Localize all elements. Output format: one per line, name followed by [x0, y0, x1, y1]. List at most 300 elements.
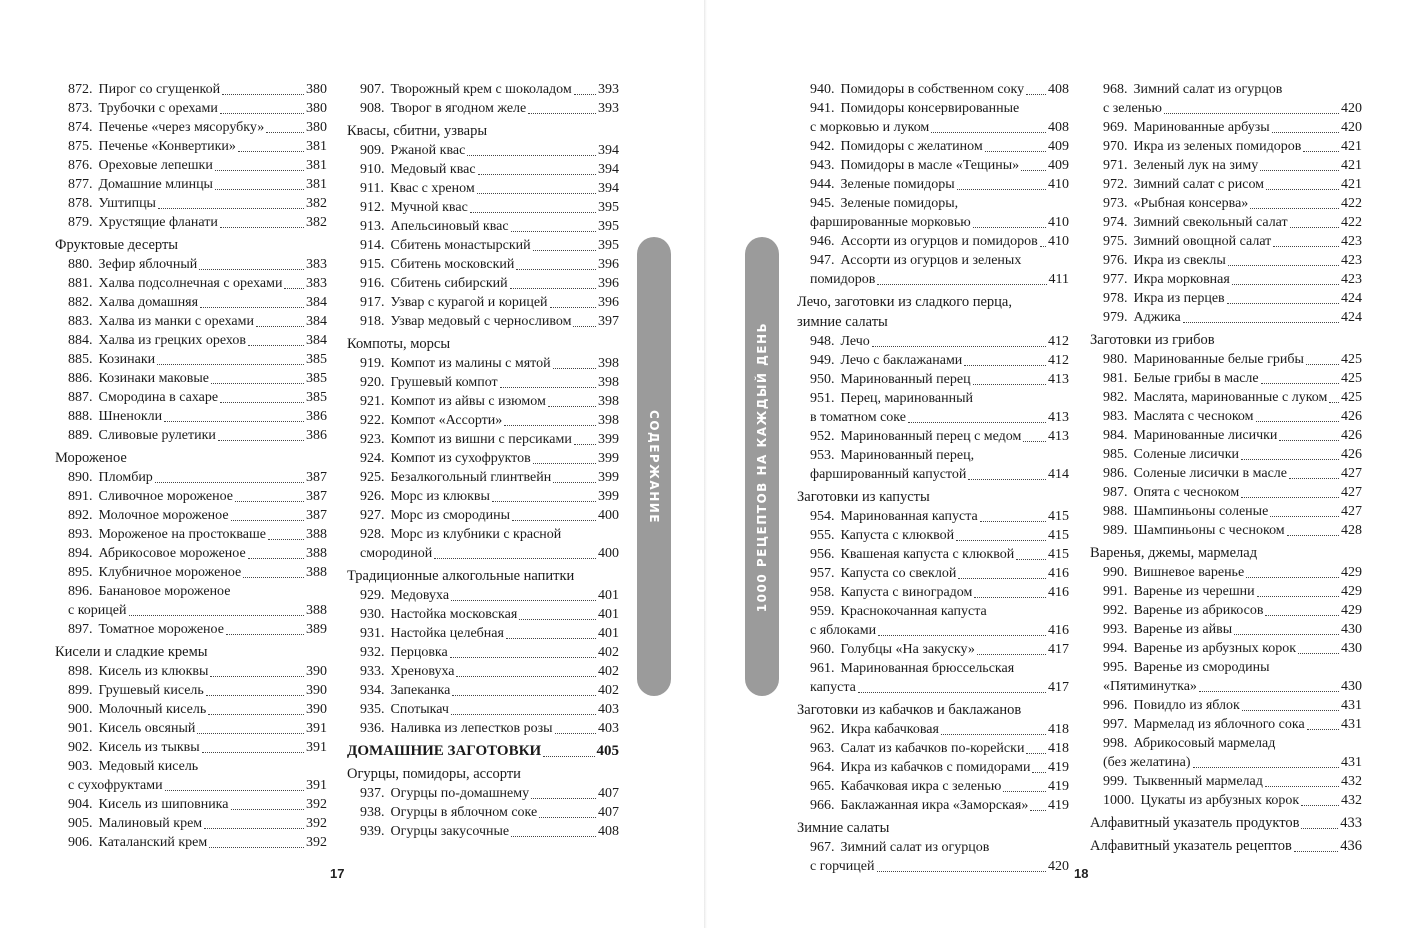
toc-entry-line-1 [810, 99, 1069, 118]
section-heading-text: Варенья, джемы, мармелад [1090, 545, 1258, 561]
entry-number: 914. [360, 238, 385, 253]
dot-leader [238, 151, 304, 152]
entry-page: 399 [598, 470, 619, 485]
entry-page: 436 [1340, 838, 1362, 854]
entry-number: 992. [1103, 603, 1128, 618]
toc-entry [55, 525, 327, 544]
entry-number: 955. [810, 528, 835, 543]
toc-entry-line-1 [810, 251, 1069, 270]
entry-number: 893. [68, 527, 93, 542]
entry-page: 381 [306, 177, 327, 192]
entry-title: Икра кабачковая [840, 722, 939, 737]
entry-number: 913. [360, 219, 385, 234]
toc-entry [55, 487, 327, 506]
dot-leader [434, 558, 596, 559]
entry-title: Молочный кисель [98, 702, 207, 717]
dot-leader [931, 132, 1046, 133]
toc-entry [347, 141, 619, 160]
entry-title: Козинаки маковые [98, 371, 209, 386]
entry-number: 888. [68, 409, 93, 424]
entry-page: 394 [598, 181, 619, 196]
toc-entry [347, 312, 619, 331]
entry-title: Соленые лисички [1133, 447, 1239, 462]
dot-leader [512, 520, 596, 521]
section-heading [347, 566, 619, 586]
dot-leader [211, 383, 304, 384]
entry-page: 431 [1341, 755, 1362, 770]
entry-page: 382 [306, 215, 327, 230]
toc-entry [347, 586, 619, 605]
entry-number: 909. [360, 143, 385, 158]
toc-entry [347, 80, 619, 99]
entry-page: 420 [1341, 120, 1362, 135]
toc-entry-line-2 [68, 601, 327, 620]
toc-entry [55, 331, 327, 350]
toc-entry-line-2 [68, 776, 327, 795]
toc-entry [55, 194, 327, 213]
dot-leader [208, 714, 304, 715]
entry-page: 399 [598, 451, 619, 466]
entry-page: 430 [1341, 641, 1362, 656]
entry-title-cont: помидоров [810, 272, 876, 287]
toc-entry [797, 351, 1069, 370]
entry-page: 410 [1048, 215, 1069, 230]
entry-title: Алфавитный указатель рецептов [1090, 838, 1292, 854]
entry-page: 408 [598, 824, 619, 839]
entry-page: 426 [1341, 428, 1362, 443]
toc-entry [1090, 137, 1362, 156]
toc-entry [1090, 156, 1362, 175]
entry-page: 386 [306, 409, 327, 424]
entry-title: Пирог со сгущенкой [98, 82, 221, 97]
toc-entry [797, 564, 1069, 583]
entry-title: Капуста с виноградом [840, 585, 973, 600]
toc-entry [55, 582, 327, 620]
entry-page: 427 [1341, 504, 1362, 519]
entry-page: 398 [598, 375, 619, 390]
entry-title: Морс из клубники с красной [390, 527, 562, 542]
toc-entry-line-1 [810, 446, 1069, 465]
toc-entry [797, 332, 1069, 351]
entry-title: Маслята с чесноком [1133, 409, 1254, 424]
entry-number: 905. [68, 816, 93, 831]
entry-number: 991. [1103, 584, 1128, 599]
entry-number: 962. [810, 722, 835, 737]
toc-entry [347, 605, 619, 624]
entry-page: 400 [598, 508, 619, 523]
entry-title: Апельсиновый квас [390, 219, 509, 234]
entry-number: 927. [360, 508, 385, 523]
entry-title: Помидоры с желатином [840, 139, 983, 154]
entry-number: 998. [1103, 736, 1128, 751]
entry-number: 967. [810, 840, 835, 855]
toc-entry [797, 194, 1069, 232]
entry-page: 392 [306, 816, 327, 831]
dot-leader [550, 307, 596, 308]
toc-entry [1090, 563, 1362, 582]
entry-page: 390 [306, 702, 327, 717]
entry-title: Повидло из яблок [1133, 698, 1240, 713]
dot-leader [511, 231, 596, 232]
toc-entry [55, 700, 327, 719]
dot-leader [1026, 94, 1046, 95]
entry-number: 965. [810, 779, 835, 794]
entry-title-cont: с корицей [68, 603, 127, 618]
entry-page: 382 [306, 196, 327, 211]
toc-entry [797, 545, 1069, 564]
dot-leader [1227, 303, 1339, 304]
entry-page: 401 [598, 626, 619, 641]
entry-number: 936. [360, 721, 385, 736]
entry-title: ДОМАШНИЕ ЗАГОТОВКИ [347, 743, 542, 759]
entry-title: Лечо [840, 334, 870, 349]
toc-entry [1090, 308, 1362, 327]
toc-entry [797, 446, 1069, 484]
dot-leader [506, 638, 596, 639]
entry-number: 877. [68, 177, 93, 192]
toc-entry [1090, 232, 1362, 251]
entry-page: 430 [1341, 679, 1362, 694]
dot-leader [957, 189, 1046, 190]
dot-leader [964, 365, 1046, 366]
toc-entry-line-2 [1103, 677, 1362, 696]
entry-page: 384 [306, 295, 327, 310]
entry-title: Спотыкач [390, 702, 449, 717]
dot-leader [477, 193, 596, 194]
dot-leader [977, 654, 1046, 655]
dot-leader [199, 269, 304, 270]
entry-number: 878. [68, 196, 93, 211]
dot-leader [1250, 208, 1339, 209]
entry-page: 431 [1341, 717, 1362, 732]
dot-leader [450, 657, 596, 658]
toc-entry-line-1 [810, 659, 1069, 678]
entry-title: Халва из грецких орехов [98, 333, 246, 348]
toc-entry [55, 137, 327, 156]
entry-title: Узвар медовый с черносливом [390, 314, 572, 329]
dot-leader [266, 132, 304, 133]
entry-title: Компот из вишни с персиками [390, 432, 572, 447]
entry-title: Капуста со свеклой [840, 566, 957, 581]
entry-title: Абрикосовое мороженое [98, 546, 246, 561]
entry-number: 923. [360, 432, 385, 447]
toc-entry [347, 700, 619, 719]
entry-number: 915. [360, 257, 385, 272]
toc-entry [347, 662, 619, 681]
entry-title: Творожный крем с шоколадом [390, 82, 572, 97]
toc-entry [1090, 658, 1362, 696]
entry-title: Томатное мороженое [98, 622, 224, 637]
entry-number: 908. [360, 101, 385, 116]
toc-entry [1090, 445, 1362, 464]
dot-leader [492, 501, 596, 502]
toc-entry [55, 506, 327, 525]
entry-title: Домашние млинцы [98, 177, 213, 192]
entry-title: Пломбир [98, 470, 153, 485]
entry-number: 966. [810, 798, 835, 813]
entry-number: 920. [360, 375, 385, 390]
entry-page: 391 [306, 778, 327, 793]
entry-title: Шненокли [98, 409, 163, 424]
toc-entry [55, 312, 327, 331]
entry-number: 926. [360, 489, 385, 504]
entry-number: 879. [68, 215, 93, 230]
dot-leader [980, 521, 1046, 522]
entry-number: 902. [68, 740, 93, 755]
toc-entry [347, 411, 619, 430]
toc-entry [55, 833, 327, 852]
entry-page: 398 [598, 356, 619, 371]
entry-title: Варенье из айвы [1133, 622, 1233, 637]
entry-number: 943. [810, 158, 835, 173]
entry-page: 412 [1048, 334, 1069, 349]
entry-number: 885. [68, 352, 93, 367]
toc-entry [55, 369, 327, 388]
entry-number: 889. [68, 428, 93, 443]
entry-title: Соленые лисички в масле [1133, 466, 1287, 481]
entry-number: 890. [68, 470, 93, 485]
entry-title: Халва подсолнечная с орехами [98, 276, 283, 291]
entry-page: 413 [1048, 372, 1069, 387]
entry-page: 415 [1048, 509, 1069, 524]
toc-entry [1090, 407, 1362, 426]
entry-number: 932. [360, 645, 385, 660]
dot-leader [226, 634, 304, 635]
dot-leader [200, 307, 304, 308]
toc-entry [347, 803, 619, 822]
entry-page: 396 [598, 257, 619, 272]
dot-leader [1307, 729, 1339, 730]
entry-number: 931. [360, 626, 385, 641]
entry-title: Варенье из черешни [1133, 584, 1255, 599]
entry-title: Квашеная капуста с клюквой [840, 547, 1015, 562]
dot-leader [256, 326, 304, 327]
entry-number: 954. [810, 509, 835, 524]
entry-number: 973. [1103, 196, 1128, 211]
dot-leader [1306, 364, 1339, 365]
entry-page: 428 [1341, 523, 1362, 538]
dot-leader [985, 151, 1046, 152]
dot-leader [1287, 535, 1339, 536]
entry-title: «Рыбная консерва» [1133, 196, 1249, 211]
entry-title: Зеленый лук на зиму [1133, 158, 1259, 173]
dot-leader [1242, 710, 1339, 711]
section-heading [797, 700, 1069, 720]
entry-title-cont: фаршированные морковью [810, 215, 971, 230]
entry-page: 399 [598, 432, 619, 447]
entry-title: Морс из смородины [390, 508, 511, 523]
entry-title: Кабачковая икра с зеленью [840, 779, 1002, 794]
entry-page: 416 [1048, 566, 1069, 581]
entry-title: Сливовые рулетики [98, 428, 216, 443]
section-heading-text: Огурцы, помидоры, ассорти [347, 766, 521, 782]
dot-leader [1272, 132, 1339, 133]
dot-leader [858, 692, 1046, 693]
entry-page: 430 [1341, 622, 1362, 637]
entry-page: 388 [306, 565, 327, 580]
toc-entry [347, 784, 619, 803]
entry-page: 418 [1048, 741, 1069, 756]
toc-entry-line-1 [1103, 658, 1362, 677]
section-tab-label: СОДЕРЖАНИЕ [647, 409, 661, 524]
toc-entry [1090, 289, 1362, 308]
toc-entry [1090, 772, 1362, 791]
entry-title: Лечо с баклажанами [840, 353, 963, 368]
section-heading [347, 121, 619, 141]
entry-title: Голубцы «На закуску» [840, 642, 975, 657]
entry-number: 978. [1103, 291, 1128, 306]
entry-page: 426 [1341, 447, 1362, 462]
entry-number: 984. [1103, 428, 1128, 443]
entry-number: 999. [1103, 774, 1128, 789]
entry-title: Зимний свекольный салат [1133, 215, 1288, 230]
entry-page: 421 [1341, 177, 1362, 192]
entry-page: 417 [1048, 642, 1069, 657]
entry-page: 380 [306, 82, 327, 97]
dot-leader [456, 676, 596, 677]
dot-leader [574, 94, 596, 95]
entry-title: Трубочки с орехами [98, 101, 218, 116]
entry-number: 983. [1103, 409, 1128, 424]
entry-number: 917. [360, 295, 385, 310]
entry-title: Маринованная брюссельская [840, 661, 1015, 676]
entry-title: Варенье из арбузных корок [1133, 641, 1297, 656]
toc-entry [1090, 388, 1362, 407]
section-heading-text: Традиционные алкогольные напитки [347, 568, 575, 584]
entry-title: Икра из кабачков с помидорами [840, 760, 1031, 775]
toc-entry-line-2 [1103, 99, 1362, 118]
toc-column-1 [55, 80, 327, 852]
entry-number: 881. [68, 276, 93, 291]
toc-entry [55, 255, 327, 274]
entry-page: 403 [598, 721, 619, 736]
dot-leader [531, 798, 596, 799]
entry-page: 408 [1048, 82, 1069, 97]
entry-title: Зимний салат из огурцов [840, 840, 990, 855]
entry-title: Наливка из лепестков розы [390, 721, 553, 736]
toc-entry [347, 217, 619, 236]
dot-leader [1193, 767, 1339, 768]
entry-number: 899. [68, 683, 93, 698]
entry-title: Опята с чесноком [1133, 485, 1240, 500]
entry-page: 418 [1048, 722, 1069, 737]
toc-entry [55, 426, 327, 445]
entry-page: 416 [1048, 623, 1069, 638]
section-heading-text: Компоты, морсы [347, 336, 451, 352]
dot-leader [872, 346, 1046, 347]
toc-entry [1090, 80, 1362, 118]
entry-number: 892. [68, 508, 93, 523]
toc-entry [797, 370, 1069, 389]
entry-page: 421 [1341, 158, 1362, 173]
section-heading [347, 764, 619, 784]
book-title-tab [745, 237, 779, 696]
entry-title: Зеленые помидоры, [840, 196, 959, 211]
entry-title-cont: «Пятиминутка» [1103, 679, 1197, 694]
section-heading-text: Заготовки из капусты [797, 489, 930, 505]
entry-title: Шампиньоны соленые [1133, 504, 1269, 519]
entry-title-cont: (без желатина) [1103, 755, 1191, 770]
toc-entry [1090, 696, 1362, 715]
entry-number: 897. [68, 622, 93, 637]
toc-entry [1090, 118, 1362, 137]
dot-leader [504, 425, 596, 426]
dot-leader [243, 577, 304, 578]
entry-number: 935. [360, 702, 385, 717]
entry-page: 395 [598, 200, 619, 215]
toc-entry [797, 583, 1069, 602]
entry-title: Маринованный перец [840, 372, 971, 387]
entry-number: 941. [810, 101, 835, 116]
toc-entry [1090, 734, 1362, 772]
toc-entry [1090, 464, 1362, 483]
toc-entry [797, 99, 1069, 137]
entry-number: 989. [1103, 523, 1128, 538]
entry-number: 922. [360, 413, 385, 428]
entry-number: 959. [810, 604, 835, 619]
entry-number: 976. [1103, 253, 1128, 268]
dot-leader [222, 94, 304, 95]
entry-title: Ореховые лепешки [98, 158, 213, 173]
dot-leader [1298, 653, 1339, 654]
toc-entry [797, 175, 1069, 194]
dot-leader [215, 189, 304, 190]
entry-number: 903. [68, 759, 93, 774]
dot-leader [1021, 170, 1046, 171]
entry-page: 394 [598, 143, 619, 158]
entry-number: 940. [810, 82, 835, 97]
entry-page: 420 [1048, 859, 1069, 874]
entry-number: 875. [68, 139, 93, 154]
entry-page: 419 [1048, 760, 1069, 775]
entry-title: Кисель овсяный [98, 721, 196, 736]
dot-leader [129, 615, 305, 616]
toc-entry [797, 156, 1069, 175]
entry-page: 412 [1048, 353, 1069, 368]
entry-number: 996. [1103, 698, 1128, 713]
toc-entry [347, 624, 619, 643]
entry-title: Баклажанная икра «Заморская» [840, 798, 1029, 813]
dot-leader [956, 540, 1046, 541]
dot-leader [231, 809, 305, 810]
entry-title: Огурцы по-домашнему [390, 786, 530, 801]
entry-title: Печенье «через мясорубку» [98, 120, 265, 135]
dot-leader [452, 695, 596, 696]
entry-page: 432 [1341, 793, 1362, 808]
entry-page: 419 [1048, 798, 1069, 813]
toc-entry [797, 251, 1069, 289]
entry-title: Цукаты из арбузных корок [1140, 793, 1300, 808]
entry-title: Настойка целебная [390, 626, 504, 641]
entry-page: 421 [1341, 139, 1362, 154]
dot-leader [206, 695, 304, 696]
entry-page: 415 [1048, 547, 1069, 562]
entry-number: 925. [360, 470, 385, 485]
dot-leader [878, 635, 1046, 636]
entry-page: 413 [1048, 429, 1069, 444]
entry-page: 400 [598, 546, 619, 561]
dot-leader [1241, 459, 1339, 460]
entry-number: 876. [68, 158, 93, 173]
entry-number: 933. [360, 664, 385, 679]
entry-title: Помидоры консервированные [840, 101, 1020, 116]
entry-title: Грушевый кисель [98, 683, 204, 698]
entry-number: 898. [68, 664, 93, 679]
toc-entry [797, 389, 1069, 427]
toc-entry [347, 506, 619, 525]
toc-entry [347, 293, 619, 312]
dot-leader [555, 733, 596, 734]
